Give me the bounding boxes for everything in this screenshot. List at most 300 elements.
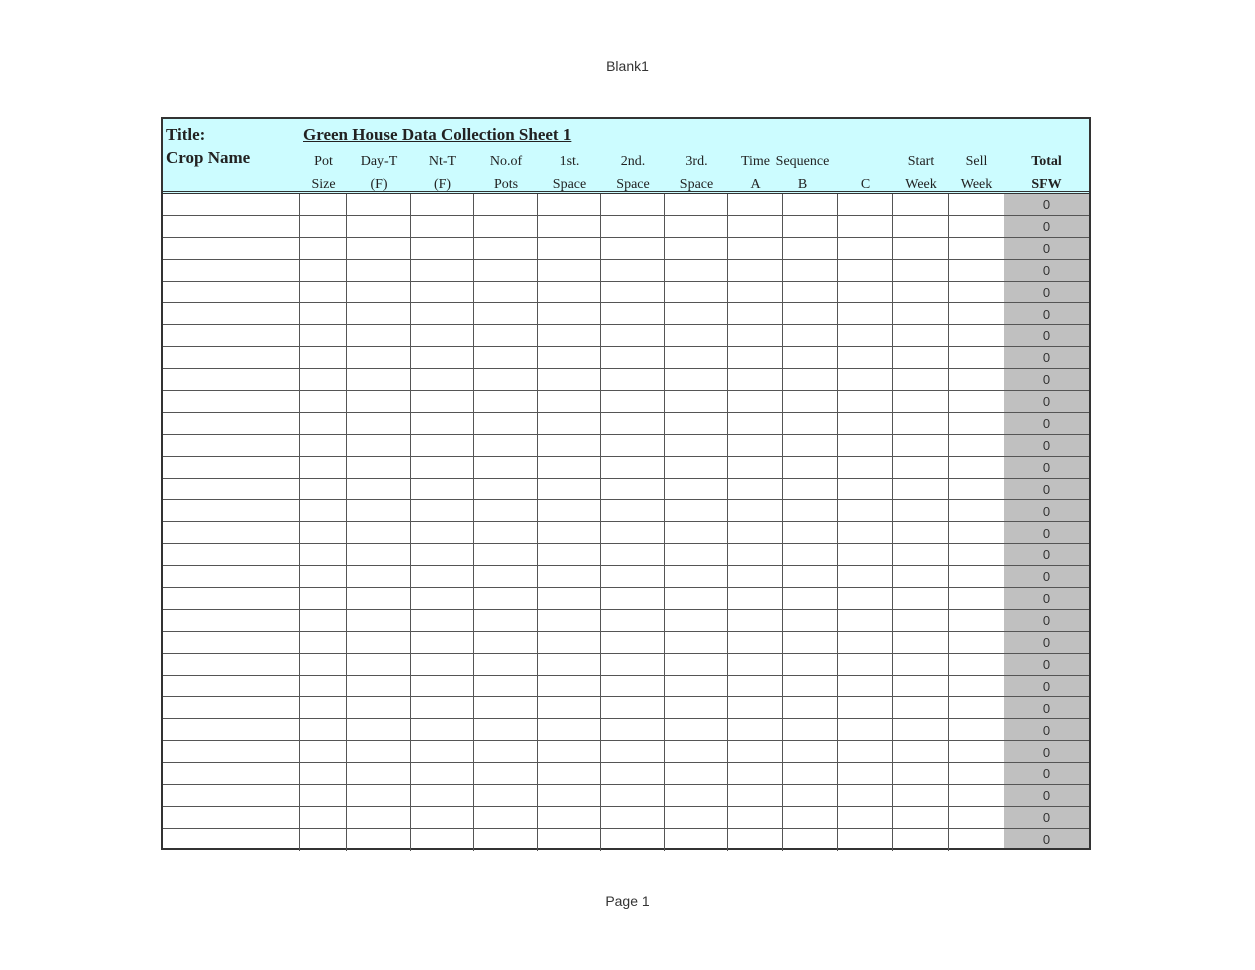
cell-c[interactable] <box>838 763 893 784</box>
cell-pot-size[interactable] <box>300 654 347 675</box>
cell-time-a[interactable] <box>728 829 783 851</box>
cell-day-t[interactable] <box>347 194 411 215</box>
cell-1st-space[interactable] <box>538 194 601 215</box>
cell-sell-week[interactable] <box>949 457 1004 478</box>
cell-time-a[interactable] <box>728 303 783 324</box>
cell-1st-space[interactable] <box>538 238 601 259</box>
cell-3rd-space[interactable] <box>665 829 728 851</box>
cell-nt-t[interactable] <box>411 566 474 587</box>
cell-start-week[interactable] <box>893 544 949 565</box>
cell-sequence-b[interactable] <box>783 785 838 806</box>
cell-day-t[interactable] <box>347 632 411 653</box>
cell-no-of-pots[interactable] <box>474 522 538 543</box>
cell-sell-week[interactable] <box>949 303 1004 324</box>
cell-2nd-space[interactable] <box>601 391 665 412</box>
crop-name-cell[interactable] <box>163 719 300 740</box>
cell-time-a[interactable] <box>728 807 783 828</box>
cell-time-a[interactable] <box>728 347 783 368</box>
cell-sell-week[interactable] <box>949 697 1004 718</box>
cell-1st-space[interactable] <box>538 457 601 478</box>
cell-no-of-pots[interactable] <box>474 391 538 412</box>
cell-no-of-pots[interactable] <box>474 785 538 806</box>
cell-c[interactable] <box>838 391 893 412</box>
cell-c[interactable] <box>838 260 893 281</box>
crop-name-cell[interactable] <box>163 544 300 565</box>
cell-2nd-space[interactable] <box>601 763 665 784</box>
cell-2nd-space[interactable] <box>601 194 665 215</box>
cell-time-a[interactable] <box>728 325 783 346</box>
cell-sequence-b[interactable] <box>783 719 838 740</box>
cell-3rd-space[interactable] <box>665 654 728 675</box>
cell-no-of-pots[interactable] <box>474 588 538 609</box>
cell-day-t[interactable] <box>347 610 411 631</box>
cell-time-a[interactable] <box>728 632 783 653</box>
cell-1st-space[interactable] <box>538 588 601 609</box>
cell-1st-space[interactable] <box>538 785 601 806</box>
cell-1st-space[interactable] <box>538 303 601 324</box>
cell-3rd-space[interactable] <box>665 369 728 390</box>
cell-nt-t[interactable] <box>411 260 474 281</box>
cell-no-of-pots[interactable] <box>474 282 538 303</box>
cell-pot-size[interactable] <box>300 697 347 718</box>
cell-sell-week[interactable] <box>949 435 1004 456</box>
cell-no-of-pots[interactable] <box>474 260 538 281</box>
cell-c[interactable] <box>838 500 893 521</box>
cell-nt-t[interactable] <box>411 369 474 390</box>
crop-name-cell[interactable] <box>163 413 300 434</box>
cell-day-t[interactable] <box>347 303 411 324</box>
cell-time-a[interactable] <box>728 566 783 587</box>
cell-nt-t[interactable] <box>411 325 474 346</box>
cell-2nd-space[interactable] <box>601 413 665 434</box>
cell-start-week[interactable] <box>893 347 949 368</box>
cell-2nd-space[interactable] <box>601 654 665 675</box>
cell-day-t[interactable] <box>347 238 411 259</box>
crop-name-cell[interactable] <box>163 216 300 237</box>
cell-sequence-b[interactable] <box>783 347 838 368</box>
cell-3rd-space[interactable] <box>665 544 728 565</box>
cell-start-week[interactable] <box>893 610 949 631</box>
cell-c[interactable] <box>838 632 893 653</box>
cell-3rd-space[interactable] <box>665 588 728 609</box>
cell-sell-week[interactable] <box>949 807 1004 828</box>
cell-sequence-b[interactable] <box>783 522 838 543</box>
cell-sell-week[interactable] <box>949 632 1004 653</box>
cell-start-week[interactable] <box>893 238 949 259</box>
cell-nt-t[interactable] <box>411 544 474 565</box>
cell-1st-space[interactable] <box>538 829 601 851</box>
cell-day-t[interactable] <box>347 216 411 237</box>
cell-sequence-b[interactable] <box>783 697 838 718</box>
cell-2nd-space[interactable] <box>601 216 665 237</box>
cell-nt-t[interactable] <box>411 829 474 851</box>
cell-1st-space[interactable] <box>538 435 601 456</box>
cell-nt-t[interactable] <box>411 522 474 543</box>
cell-day-t[interactable] <box>347 369 411 390</box>
cell-c[interactable] <box>838 325 893 346</box>
cell-sell-week[interactable] <box>949 829 1004 851</box>
cell-nt-t[interactable] <box>411 632 474 653</box>
crop-name-cell[interactable] <box>163 391 300 412</box>
crop-name-cell[interactable] <box>163 238 300 259</box>
cell-nt-t[interactable] <box>411 654 474 675</box>
cell-3rd-space[interactable] <box>665 632 728 653</box>
cell-sell-week[interactable] <box>949 588 1004 609</box>
cell-nt-t[interactable] <box>411 413 474 434</box>
cell-no-of-pots[interactable] <box>474 413 538 434</box>
cell-1st-space[interactable] <box>538 391 601 412</box>
cell-no-of-pots[interactable] <box>474 479 538 500</box>
cell-sequence-b[interactable] <box>783 544 838 565</box>
crop-name-cell[interactable] <box>163 785 300 806</box>
cell-pot-size[interactable] <box>300 588 347 609</box>
cell-day-t[interactable] <box>347 741 411 762</box>
cell-sequence-b[interactable] <box>783 216 838 237</box>
cell-sequence-b[interactable] <box>783 566 838 587</box>
cell-sequence-b[interactable] <box>783 676 838 697</box>
cell-nt-t[interactable] <box>411 347 474 368</box>
cell-pot-size[interactable] <box>300 391 347 412</box>
cell-sell-week[interactable] <box>949 413 1004 434</box>
cell-c[interactable] <box>838 719 893 740</box>
cell-start-week[interactable] <box>893 676 949 697</box>
cell-sequence-b[interactable] <box>783 654 838 675</box>
cell-pot-size[interactable] <box>300 238 347 259</box>
cell-1st-space[interactable] <box>538 676 601 697</box>
cell-no-of-pots[interactable] <box>474 610 538 631</box>
cell-nt-t[interactable] <box>411 676 474 697</box>
cell-sequence-b[interactable] <box>783 741 838 762</box>
crop-name-cell[interactable] <box>163 632 300 653</box>
cell-1st-space[interactable] <box>538 413 601 434</box>
cell-start-week[interactable] <box>893 741 949 762</box>
cell-3rd-space[interactable] <box>665 435 728 456</box>
cell-start-week[interactable] <box>893 216 949 237</box>
cell-2nd-space[interactable] <box>601 435 665 456</box>
cell-no-of-pots[interactable] <box>474 632 538 653</box>
cell-no-of-pots[interactable] <box>474 741 538 762</box>
cell-c[interactable] <box>838 413 893 434</box>
cell-nt-t[interactable] <box>411 479 474 500</box>
cell-c[interactable] <box>838 457 893 478</box>
cell-no-of-pots[interactable] <box>474 369 538 390</box>
cell-1st-space[interactable] <box>538 807 601 828</box>
cell-2nd-space[interactable] <box>601 303 665 324</box>
cell-c[interactable] <box>838 785 893 806</box>
cell-2nd-space[interactable] <box>601 260 665 281</box>
cell-1st-space[interactable] <box>538 654 601 675</box>
cell-2nd-space[interactable] <box>601 829 665 851</box>
cell-start-week[interactable] <box>893 588 949 609</box>
cell-1st-space[interactable] <box>538 719 601 740</box>
cell-time-a[interactable] <box>728 654 783 675</box>
cell-sequence-b[interactable] <box>783 413 838 434</box>
cell-c[interactable] <box>838 610 893 631</box>
cell-start-week[interactable] <box>893 829 949 851</box>
cell-sell-week[interactable] <box>949 325 1004 346</box>
cell-1st-space[interactable] <box>538 325 601 346</box>
cell-2nd-space[interactable] <box>601 282 665 303</box>
crop-name-cell[interactable] <box>163 807 300 828</box>
cell-pot-size[interactable] <box>300 413 347 434</box>
cell-nt-t[interactable] <box>411 457 474 478</box>
cell-nt-t[interactable] <box>411 719 474 740</box>
cell-3rd-space[interactable] <box>665 741 728 762</box>
cell-no-of-pots[interactable] <box>474 435 538 456</box>
cell-sequence-b[interactable] <box>783 260 838 281</box>
cell-day-t[interactable] <box>347 807 411 828</box>
cell-start-week[interactable] <box>893 522 949 543</box>
cell-start-week[interactable] <box>893 325 949 346</box>
cell-3rd-space[interactable] <box>665 413 728 434</box>
cell-time-a[interactable] <box>728 260 783 281</box>
cell-sell-week[interactable] <box>949 676 1004 697</box>
cell-start-week[interactable] <box>893 369 949 390</box>
cell-pot-size[interactable] <box>300 260 347 281</box>
cell-nt-t[interactable] <box>411 610 474 631</box>
cell-2nd-space[interactable] <box>601 238 665 259</box>
cell-time-a[interactable] <box>728 741 783 762</box>
cell-nt-t[interactable] <box>411 282 474 303</box>
cell-sequence-b[interactable] <box>783 325 838 346</box>
cell-time-a[interactable] <box>728 435 783 456</box>
cell-no-of-pots[interactable] <box>474 807 538 828</box>
cell-3rd-space[interactable] <box>665 479 728 500</box>
cell-3rd-space[interactable] <box>665 347 728 368</box>
cell-pot-size[interactable] <box>300 763 347 784</box>
crop-name-cell[interactable] <box>163 369 300 390</box>
cell-start-week[interactable] <box>893 457 949 478</box>
cell-day-t[interactable] <box>347 500 411 521</box>
cell-pot-size[interactable] <box>300 435 347 456</box>
cell-day-t[interactable] <box>347 763 411 784</box>
cell-pot-size[interactable] <box>300 325 347 346</box>
cell-3rd-space[interactable] <box>665 763 728 784</box>
cell-day-t[interactable] <box>347 260 411 281</box>
cell-2nd-space[interactable] <box>601 566 665 587</box>
cell-pot-size[interactable] <box>300 544 347 565</box>
cell-time-a[interactable] <box>728 719 783 740</box>
cell-2nd-space[interactable] <box>601 325 665 346</box>
cell-day-t[interactable] <box>347 654 411 675</box>
cell-1st-space[interactable] <box>538 522 601 543</box>
cell-pot-size[interactable] <box>300 807 347 828</box>
cell-c[interactable] <box>838 194 893 215</box>
cell-pot-size[interactable] <box>300 216 347 237</box>
cell-start-week[interactable] <box>893 194 949 215</box>
cell-3rd-space[interactable] <box>665 697 728 718</box>
cell-no-of-pots[interactable] <box>474 238 538 259</box>
cell-2nd-space[interactable] <box>601 500 665 521</box>
crop-name-cell[interactable] <box>163 763 300 784</box>
cell-c[interactable] <box>838 654 893 675</box>
cell-1st-space[interactable] <box>538 763 601 784</box>
cell-sell-week[interactable] <box>949 500 1004 521</box>
cell-day-t[interactable] <box>347 347 411 368</box>
cell-c[interactable] <box>838 741 893 762</box>
cell-no-of-pots[interactable] <box>474 500 538 521</box>
cell-day-t[interactable] <box>347 325 411 346</box>
cell-c[interactable] <box>838 303 893 324</box>
cell-pot-size[interactable] <box>300 194 347 215</box>
crop-name-cell[interactable] <box>163 566 300 587</box>
cell-sequence-b[interactable] <box>783 479 838 500</box>
cell-start-week[interactable] <box>893 260 949 281</box>
cell-c[interactable] <box>838 676 893 697</box>
cell-nt-t[interactable] <box>411 500 474 521</box>
cell-nt-t[interactable] <box>411 807 474 828</box>
cell-c[interactable] <box>838 588 893 609</box>
cell-2nd-space[interactable] <box>601 785 665 806</box>
cell-start-week[interactable] <box>893 500 949 521</box>
cell-1st-space[interactable] <box>538 216 601 237</box>
cell-c[interactable] <box>838 697 893 718</box>
cell-1st-space[interactable] <box>538 347 601 368</box>
cell-1st-space[interactable] <box>538 544 601 565</box>
cell-c[interactable] <box>838 829 893 851</box>
cell-pot-size[interactable] <box>300 369 347 390</box>
cell-1st-space[interactable] <box>538 479 601 500</box>
cell-3rd-space[interactable] <box>665 610 728 631</box>
cell-sequence-b[interactable] <box>783 457 838 478</box>
cell-time-a[interactable] <box>728 522 783 543</box>
cell-1st-space[interactable] <box>538 260 601 281</box>
cell-day-t[interactable] <box>347 413 411 434</box>
cell-day-t[interactable] <box>347 719 411 740</box>
cell-no-of-pots[interactable] <box>474 763 538 784</box>
cell-sequence-b[interactable] <box>783 610 838 631</box>
cell-start-week[interactable] <box>893 763 949 784</box>
cell-start-week[interactable] <box>893 632 949 653</box>
cell-sequence-b[interactable] <box>783 369 838 390</box>
cell-start-week[interactable] <box>893 807 949 828</box>
cell-3rd-space[interactable] <box>665 522 728 543</box>
cell-sell-week[interactable] <box>949 610 1004 631</box>
cell-time-a[interactable] <box>728 413 783 434</box>
cell-pot-size[interactable] <box>300 282 347 303</box>
cell-time-a[interactable] <box>728 238 783 259</box>
crop-name-cell[interactable] <box>163 457 300 478</box>
cell-2nd-space[interactable] <box>601 544 665 565</box>
cell-sell-week[interactable] <box>949 391 1004 412</box>
cell-pot-size[interactable] <box>300 500 347 521</box>
cell-sell-week[interactable] <box>949 654 1004 675</box>
cell-pot-size[interactable] <box>300 741 347 762</box>
cell-sell-week[interactable] <box>949 741 1004 762</box>
cell-3rd-space[interactable] <box>665 238 728 259</box>
cell-nt-t[interactable] <box>411 238 474 259</box>
cell-pot-size[interactable] <box>300 457 347 478</box>
crop-name-cell[interactable] <box>163 282 300 303</box>
cell-nt-t[interactable] <box>411 588 474 609</box>
cell-3rd-space[interactable] <box>665 719 728 740</box>
cell-time-a[interactable] <box>728 610 783 631</box>
cell-pot-size[interactable] <box>300 479 347 500</box>
cell-time-a[interactable] <box>728 479 783 500</box>
cell-c[interactable] <box>838 522 893 543</box>
cell-day-t[interactable] <box>347 479 411 500</box>
cell-nt-t[interactable] <box>411 391 474 412</box>
cell-1st-space[interactable] <box>538 697 601 718</box>
crop-name-cell[interactable] <box>163 325 300 346</box>
cell-2nd-space[interactable] <box>601 479 665 500</box>
cell-day-t[interactable] <box>347 588 411 609</box>
cell-c[interactable] <box>838 566 893 587</box>
cell-2nd-space[interactable] <box>601 697 665 718</box>
cell-1st-space[interactable] <box>538 741 601 762</box>
cell-day-t[interactable] <box>347 566 411 587</box>
cell-day-t[interactable] <box>347 522 411 543</box>
cell-no-of-pots[interactable] <box>474 697 538 718</box>
cell-time-a[interactable] <box>728 216 783 237</box>
cell-no-of-pots[interactable] <box>474 719 538 740</box>
cell-no-of-pots[interactable] <box>474 544 538 565</box>
cell-sell-week[interactable] <box>949 347 1004 368</box>
cell-day-t[interactable] <box>347 282 411 303</box>
cell-sequence-b[interactable] <box>783 391 838 412</box>
cell-pot-size[interactable] <box>300 676 347 697</box>
cell-sell-week[interactable] <box>949 479 1004 500</box>
crop-name-cell[interactable] <box>163 654 300 675</box>
cell-sequence-b[interactable] <box>783 763 838 784</box>
cell-time-a[interactable] <box>728 544 783 565</box>
cell-sell-week[interactable] <box>949 238 1004 259</box>
cell-1st-space[interactable] <box>538 632 601 653</box>
cell-sell-week[interactable] <box>949 260 1004 281</box>
cell-3rd-space[interactable] <box>665 566 728 587</box>
cell-c[interactable] <box>838 435 893 456</box>
cell-no-of-pots[interactable] <box>474 325 538 346</box>
cell-sell-week[interactable] <box>949 194 1004 215</box>
crop-name-cell[interactable] <box>163 260 300 281</box>
cell-start-week[interactable] <box>893 785 949 806</box>
cell-no-of-pots[interactable] <box>474 829 538 851</box>
cell-sell-week[interactable] <box>949 566 1004 587</box>
cell-start-week[interactable] <box>893 303 949 324</box>
cell-time-a[interactable] <box>728 457 783 478</box>
cell-pot-size[interactable] <box>300 347 347 368</box>
cell-sell-week[interactable] <box>949 785 1004 806</box>
cell-day-t[interactable] <box>347 785 411 806</box>
cell-nt-t[interactable] <box>411 435 474 456</box>
cell-3rd-space[interactable] <box>665 282 728 303</box>
cell-pot-size[interactable] <box>300 610 347 631</box>
cell-start-week[interactable] <box>893 391 949 412</box>
cell-time-a[interactable] <box>728 763 783 784</box>
cell-nt-t[interactable] <box>411 741 474 762</box>
cell-c[interactable] <box>838 479 893 500</box>
cell-sell-week[interactable] <box>949 282 1004 303</box>
cell-pot-size[interactable] <box>300 303 347 324</box>
cell-day-t[interactable] <box>347 435 411 456</box>
cell-1st-space[interactable] <box>538 500 601 521</box>
cell-start-week[interactable] <box>893 566 949 587</box>
cell-sequence-b[interactable] <box>783 829 838 851</box>
cell-c[interactable] <box>838 544 893 565</box>
crop-name-cell[interactable] <box>163 829 300 851</box>
cell-no-of-pots[interactable] <box>474 216 538 237</box>
cell-2nd-space[interactable] <box>601 632 665 653</box>
cell-pot-size[interactable] <box>300 632 347 653</box>
cell-day-t[interactable] <box>347 676 411 697</box>
cell-day-t[interactable] <box>347 391 411 412</box>
cell-nt-t[interactable] <box>411 785 474 806</box>
cell-start-week[interactable] <box>893 413 949 434</box>
cell-1st-space[interactable] <box>538 610 601 631</box>
crop-name-cell[interactable] <box>163 435 300 456</box>
cell-time-a[interactable] <box>728 391 783 412</box>
cell-sell-week[interactable] <box>949 216 1004 237</box>
